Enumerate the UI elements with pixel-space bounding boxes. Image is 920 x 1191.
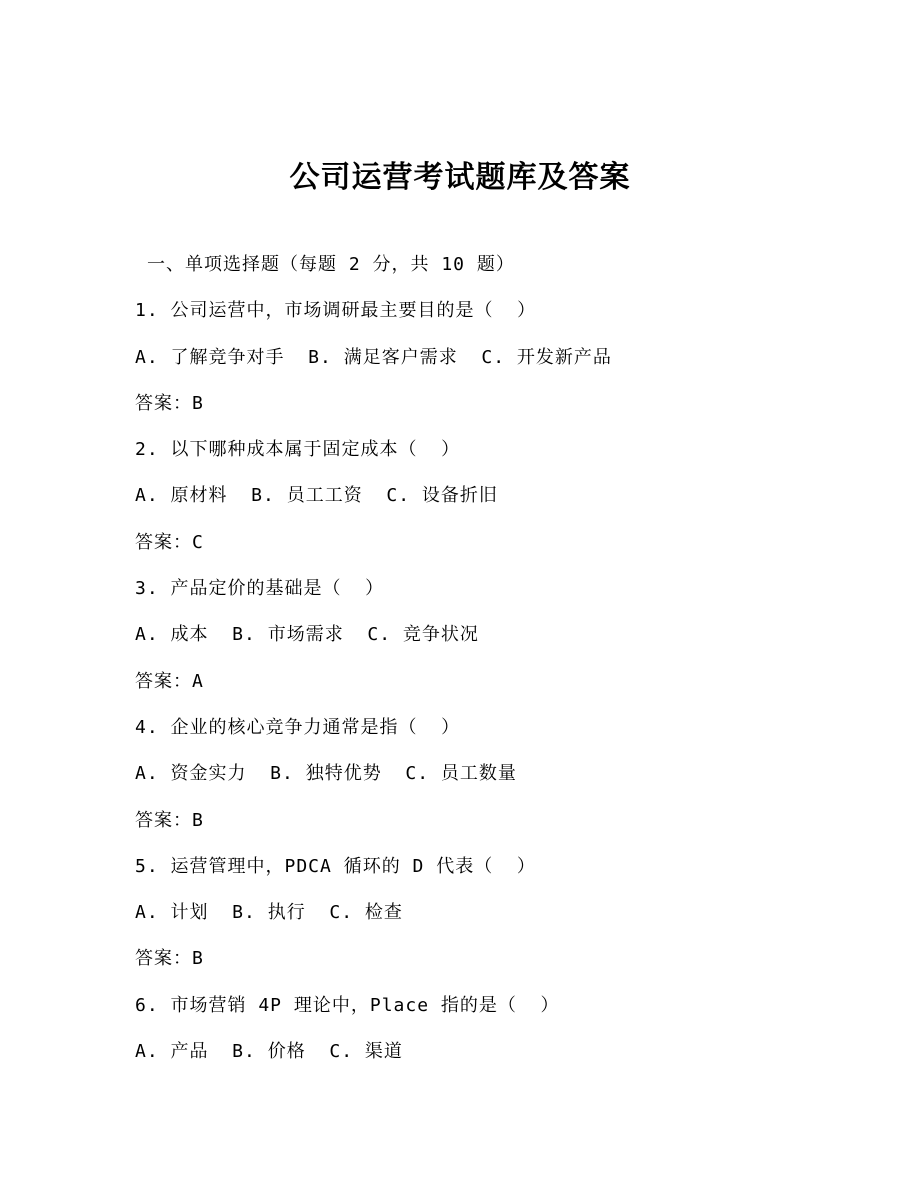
- question-5-options: A. 计划 B. 执行 C. 检查: [135, 902, 403, 924]
- question-1-answer: 答案：B: [135, 392, 204, 414]
- document-title: 公司运营考试题库及答案: [289, 160, 631, 195]
- question-6-options: A. 产品 B. 价格 C. 渠道: [135, 1041, 403, 1063]
- question-2: 2. 以下哪种成本属于固定成本（ ）: [135, 439, 461, 461]
- question-2-options: A. 原材料 B. 员工工资 C. 设备折旧: [135, 485, 498, 507]
- document-body: [135, 242, 835, 1075]
- question-4-answer: 答案：B: [135, 809, 204, 831]
- question-2-answer: 答案：C: [135, 531, 204, 553]
- question-3-answer: 答案：A: [135, 670, 204, 692]
- question-6: 6. 市场营销 4P 理论中，Place 指的是（ ）: [135, 994, 560, 1016]
- question-4-options: A. 资金实力 B. 独特优势 C. 员工数量: [135, 763, 517, 785]
- question-5-answer: 答案：B: [135, 948, 204, 970]
- section-heading: 一、单项选择题（每题 2 分，共 10 题）: [147, 254, 515, 275]
- question-1-options: A. 了解竞争对手 B. 满足客户需求 C. 开发新产品: [135, 346, 612, 368]
- question-4: 4. 企业的核心竞争力通常是指（ ）: [135, 716, 461, 738]
- question-3: 3. 产品定价的基础是（ ）: [135, 578, 385, 600]
- question-5: 5. 运营管理中，PDCA 循环的 D 代表（ ）: [135, 855, 536, 877]
- question-1: 1. 公司运营中，市场调研最主要目的是（ ）: [135, 300, 537, 322]
- question-3-options: A. 成本 B. 市场需求 C. 竞争状况: [135, 624, 479, 646]
